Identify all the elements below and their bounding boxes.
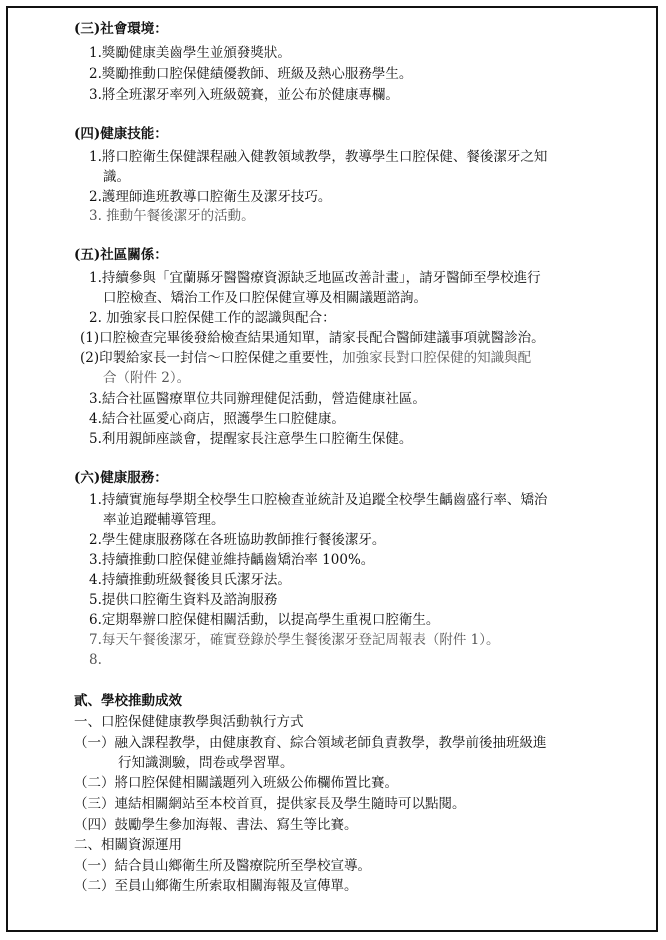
community-item-4: 4.結合社區愛心商店，照護學生口腔健康。: [89, 411, 345, 427]
section-services-heading: (六)健康服務：: [74, 470, 168, 486]
services-item-3: 3.持續推動口腔保健並維持齲齒矯治率 100%。: [89, 552, 375, 568]
results-item-1-4: （四）鼓勵學生參加海報、書法、寫生等比賽。: [74, 817, 358, 833]
community-item-1: 1.持續參與「宜蘭縣牙醫醫療資源缺乏地區改善計畫」，請牙醫師至學校進行: [89, 270, 541, 286]
skills-item-3: 3. 推動午餐後潔牙的活動。: [89, 208, 255, 224]
section-community-heading: (五)社區關係：: [74, 247, 168, 263]
results-item-2: 二、相關資源運用: [74, 837, 182, 853]
community-item-1-cont: 口腔檢查、矯治工作及口腔保健宣導及相關議題諮詢。: [103, 290, 427, 306]
results-item-1: 一、口腔保健健康教學與活動執行方式: [74, 714, 304, 730]
services-item-1-cont: 率並追蹤輔導管理。: [103, 512, 225, 528]
services-item-1: 1.持續實施每學期全校學生口腔檢查並統計及追蹤全校學生齲齒盛行率、矯治: [89, 492, 548, 508]
services-item-5: 5.提供口腔衛生資料及諮詢服務: [89, 592, 278, 608]
social-item-3: 3.將全班潔牙率列入班級競賽，並公布於健康專欄。: [89, 87, 399, 103]
community-item-2: 2. 加強家長口腔保健工作的認識與配合：: [89, 310, 336, 326]
services-item-2: 2.學生健康服務隊在各班協助教師推行餐後潔牙。: [89, 532, 386, 548]
results-item-1-1: （一）融入課程教學，由健康教育、綜合領域老師負責教學，教學前後抽班級進: [74, 735, 547, 751]
community-item-2-2-part-a: (2)印製給家長一封信～口腔保健之重要性，: [80, 350, 343, 366]
services-item-4: 4.持續推動班級餐後貝氏潔牙法。: [89, 572, 291, 588]
social-item-2: 2.獎勵推動口腔保健績優教師、班級及熱心服務學生。: [89, 66, 413, 82]
community-item-5: 5.利用親師座談會，提醒家長注意學生口腔衛生保健。: [89, 431, 413, 447]
results-item-1-2: （二）將口腔保健相關議題列入班級公佈欄佈置比賽。: [74, 775, 398, 791]
results-item-1-1-cont: 行知識測驗，問卷或學習單。: [118, 755, 294, 771]
results-item-2-1: （一）結合員山鄉衛生所及醫療院所至學校宣導。: [74, 858, 371, 874]
skills-item-1-cont: 識。: [103, 169, 130, 185]
community-item-2-2-cont: 合（附件 2）。: [103, 370, 191, 386]
results-item-2-2: （二）至員山鄉衛生所索取相關海報及宣傳單。: [74, 878, 358, 894]
section-social-heading: (三)社會環境：: [74, 21, 168, 37]
section-skills-heading: (四)健康技能：: [74, 126, 168, 142]
community-item-3: 3.結合社區醫療單位共同辦理健促活動，營造健康社區。: [89, 391, 426, 407]
skills-item-2: 2.護理師進班教導口腔衛生及潔牙技巧。: [89, 189, 332, 205]
community-item-2-2: [80, 348, 531, 368]
skills-item-1: 1.將口腔衛生保健課程融入健教領域教學，教導學生口腔保健、餐後潔牙之知: [89, 149, 548, 165]
social-item-1: 1.獎勵健康美齒學生並頒發獎狀。: [89, 45, 291, 61]
services-item-7: 7.每天午餐後潔牙，確實登錄於學生餐後潔牙登記周報表（附件 1）。: [89, 632, 500, 648]
community-item-2-2-part-b: 加強家長對口腔保健的知識與配: [342, 350, 532, 366]
services-item-6: 6.定期舉辦口腔保健相關活動，以提高學生重視口腔衛生。: [89, 612, 440, 628]
community-item-2-1: (1)口腔檢查完畢後發給檢查結果通知單，請家長配合醫師建議事項就醫診治。: [80, 330, 545, 346]
section-results-heading: 貳、學校推動成效: [74, 693, 182, 709]
services-item-8: 8.: [89, 652, 102, 668]
results-item-1-3: （三）連結相關網站至本校首頁，提供家長及學生隨時可以點閱。: [74, 796, 466, 812]
